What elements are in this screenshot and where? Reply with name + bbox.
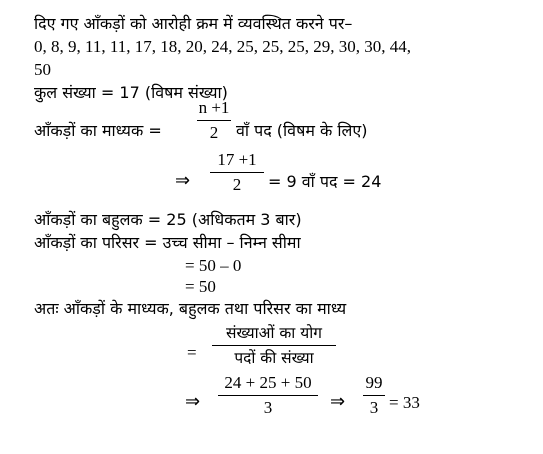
sorted-data-continued: 50	[34, 60, 51, 79]
fraction-bar	[212, 345, 336, 346]
fraction-bar	[363, 395, 385, 396]
range-result: = 50	[185, 277, 216, 296]
mode-statement: आँकड़ों का बहुलक = 25 (अधिकतम 3 बार)	[34, 210, 302, 229]
median-result: = 9 वाँ पद = 24	[268, 172, 382, 191]
mean-value-denominator: 3	[369, 398, 379, 417]
mean-sum-fraction	[218, 373, 318, 418]
mean-sum-numerator: 24 + 25 + 50	[224, 373, 312, 392]
total-count: कुल संख्या = 17 (विषम संख्या)	[34, 83, 228, 102]
mean-value-fraction	[363, 373, 385, 418]
mean-formula-numerator: संख्याओं का योग	[226, 324, 322, 342]
mean-sum-denominator: 3	[263, 398, 273, 417]
median-formula-denominator: 2	[209, 123, 219, 142]
median-value-denominator: 2	[232, 175, 242, 194]
range-statement: आँकड़ों का परिसर = उच्च सीमा – निम्न सीमा	[34, 233, 301, 252]
median-term-note: वाँ पद (विषम के लिए)	[236, 121, 368, 140]
fraction-bar	[197, 120, 231, 121]
implies-arrow: ⇒	[175, 170, 191, 191]
median-label: आँकड़ों का माध्यक =	[34, 121, 162, 140]
fraction-bar	[210, 172, 264, 173]
sorted-data: 0, 8, 9, 11, 11, 17, 18, 20, 24, 25, 25, 25, 29, 30, 30, 44,	[34, 37, 411, 56]
intro-text: दिए गए आँकड़ों को आरोही क्रम में व्यवस्थित करने पर–	[34, 14, 353, 33]
mean-formula-denominator: पदों की संख्या	[234, 349, 314, 367]
implies-arrow: ⇒	[330, 391, 346, 412]
median-value-numerator: 17 +1	[217, 150, 257, 169]
mean-formula-fraction	[212, 323, 336, 368]
median-formula-fraction	[197, 98, 231, 143]
equals-sign: =	[187, 343, 197, 362]
median-value-fraction	[210, 150, 264, 195]
mean-value-numerator: 99	[365, 373, 383, 392]
median-formula-numerator: n +1	[198, 98, 230, 117]
fraction-bar	[218, 395, 318, 396]
conclusion-statement: अतः आँकड़ों के माध्यक, बहुलक तथा परिसर का माध्य	[34, 299, 347, 318]
implies-arrow: ⇒	[185, 391, 201, 412]
range-step: = 50 – 0	[185, 256, 242, 275]
mean-result: = 33	[389, 393, 420, 412]
